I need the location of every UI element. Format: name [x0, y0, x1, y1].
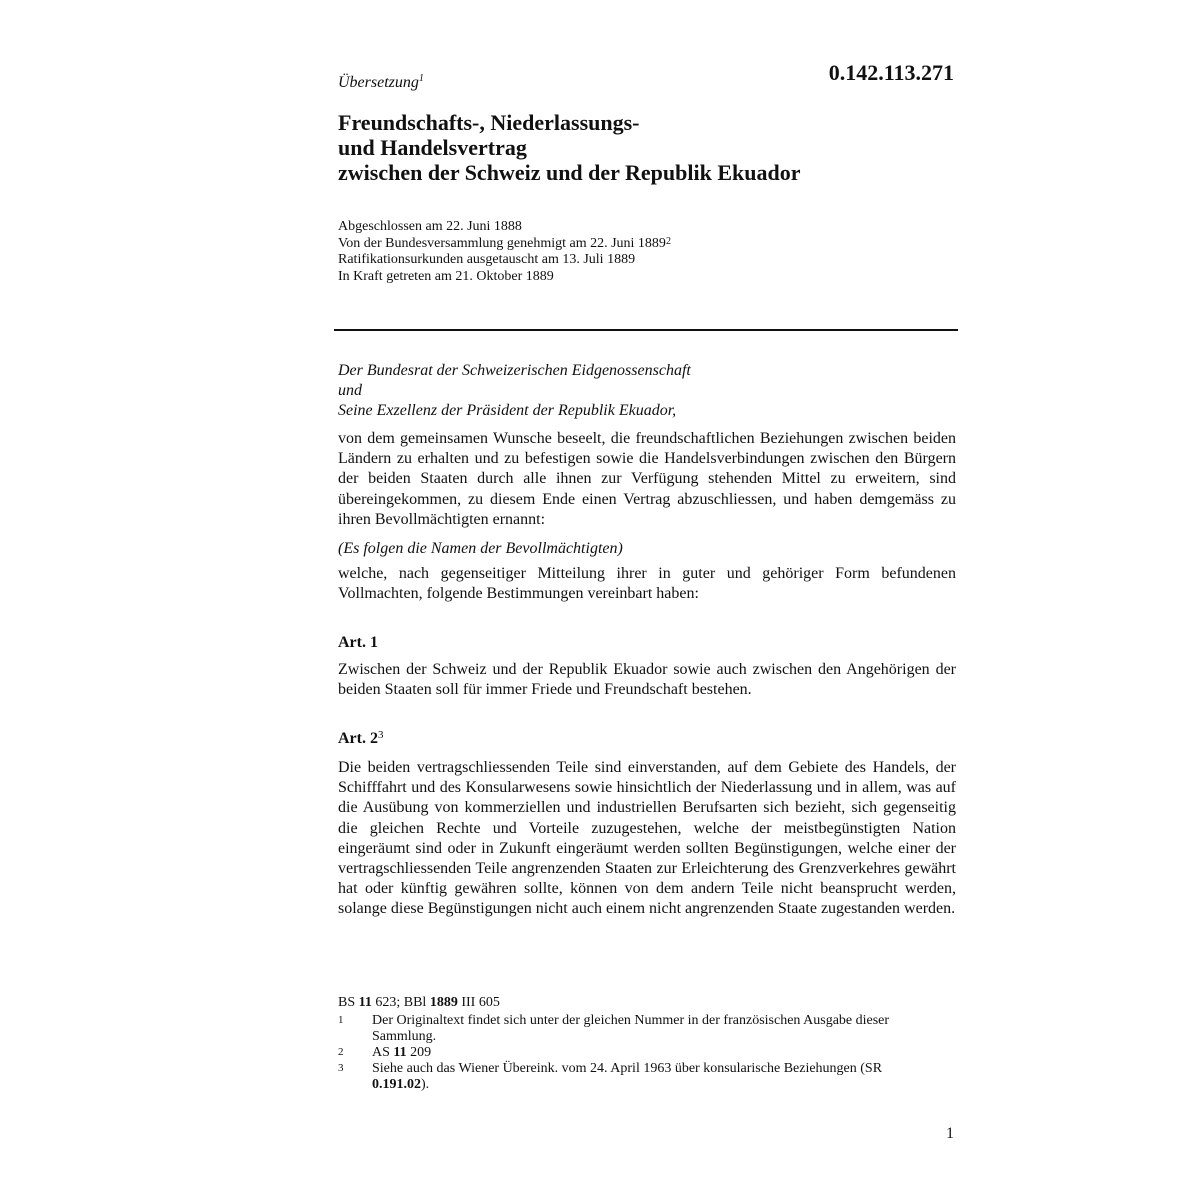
as-volume: 11 — [393, 1045, 407, 1060]
footnote-3-text: Siehe auch das Wiener Übereink. vom 24. April 1963 über konsularische Beziehungen (SR — [372, 1061, 883, 1076]
translation-text: Übersetzung — [338, 74, 419, 91]
footnote-text — [372, 1045, 938, 1061]
footnote-number: 1 — [338, 1014, 344, 1026]
party-1: Der Bundesrat der Schweizerischen Eidgenossenschaft — [338, 362, 691, 379]
article-2-heading — [338, 730, 383, 748]
title-line-3: zwischen der Schweiz und der Republik Ekuador — [338, 160, 801, 185]
bs-page: 623; BBl — [375, 995, 427, 1010]
header-divider — [334, 329, 958, 331]
party-conjunction: und — [338, 382, 362, 399]
footnote-2 — [338, 1045, 938, 1061]
bs-volume: 11 — [358, 995, 372, 1010]
translation-label — [338, 74, 424, 92]
ratified-date: Ratifikationsurkunden ausgetauscht am 13. Juli 1889 — [338, 252, 636, 267]
source-reference — [338, 995, 938, 1011]
footnotes — [338, 995, 938, 1093]
bbl-year: 1889 — [429, 995, 458, 1010]
treaty-dates — [338, 219, 671, 285]
preamble-closing: welche, nach gegenseitiger Mitteilung ihrer in guter und gehöriger Form befundenen Vollmachten, folgende Bestimmungen vereinbart haben: — [338, 565, 956, 603]
footnote-ref-3[interactable]: 3 — [377, 729, 384, 741]
as-prefix: AS — [372, 1045, 390, 1060]
document-page — [338, 0, 958, 1200]
sr-reference-link[interactable]: 0.191.02 — [372, 1077, 421, 1092]
article-1-heading: Art. 1 — [338, 634, 378, 651]
page-number: 1 — [946, 1125, 954, 1142]
as-page: 209 — [410, 1045, 432, 1060]
approved-text: Von der Bundesversammlung genehmigt am 22. Juni 1889 — [338, 235, 666, 251]
approved-date — [338, 236, 671, 253]
preamble-intro: von dem gemeinsamen Wunsche beseelt, die freundschaftlichen Beziehungen zwischen beiden Ländern zu erhalten und zu befestigen sowie die Handelsverbindungen zwischen den Bürgern der beiden Staaten durch alle ihnen zur Verfügung stehenden Mittel zu erweitern, sind übereingekommen, zu diesem Ende einen Vertrag abzuschliessen, und haben demgemäss zu ihren Bevollmächtigten ernannt: — [338, 430, 956, 528]
article-2-text: Die beiden vertragschliessenden Teile sind einverstanden, auf dem Gebiete des Handels, der Schifffahrt und des Konsularwesens sowie hinsichtlich der Niederlassung und in allem, was auf die Ausübung von kommerziellen und industriellen Berufsarten sich bezieht, sich gegenseitig die gleichen Rechte und Vorteile zuzugestehen, welche der meistbegünstigten Nation eingeräumt sind oder in Zukunft eingeräumt werden sollten Begünstigungen, welche einer der vertragschliessenden Teile angrenzenden Staaten zur Erleichterung des Grenzverkehres gewährt hat oder künftig gewähren sollte, können von dem andern Teile nicht beansprucht werden, solange diese Begünstigungen nicht auch einem nicht angrenzenden Staate zugestanden werden. — [338, 759, 956, 918]
plenipotentiaries-note: (Es folgen die Namen der Bevollmächtigten) — [338, 540, 623, 557]
in-force-date: In Kraft getreten am 21. Oktober 1889 — [338, 268, 554, 284]
article-1-text: Zwischen der Schweiz und der Republik Ekuador sowie auch zwischen den Angehörigen der beiden Staaten soll für immer Friede und Freundschaft bestehen. — [338, 661, 956, 699]
footnote-1 — [338, 1013, 938, 1045]
footnote-number: 3 — [338, 1062, 344, 1074]
title-line-1: Freundschafts-, Niederlassungs- — [338, 110, 640, 135]
sr-number: 0.142.113.271 — [828, 60, 954, 85]
footnote-ref-2[interactable]: 2 — [665, 235, 671, 247]
footnote-text — [372, 1061, 938, 1093]
footnote-text: Der Originaltext findet sich unter der gleichen Nummer in der französischen Ausgabe dieser Sammlung. — [372, 1013, 890, 1044]
bs-prefix: BS — [338, 995, 356, 1010]
document-title — [338, 110, 801, 185]
contracting-parties — [338, 361, 691, 421]
footnote-3 — [338, 1061, 938, 1093]
article-2-heading-text: Art. 2 — [338, 730, 378, 747]
footnote-3-suffix: ). — [421, 1077, 430, 1092]
bbl-ref: III 605 — [461, 995, 500, 1010]
party-2: Seine Exzellenz der Präsident der Republik Ekuador, — [338, 402, 677, 419]
footnote-ref-1[interactable]: 1 — [418, 73, 424, 84]
footnote-number: 2 — [338, 1046, 344, 1058]
concluded-date: Abgeschlossen am 22. Juni 1888 — [338, 219, 522, 234]
title-line-2: und Handelsvertrag — [338, 135, 527, 160]
